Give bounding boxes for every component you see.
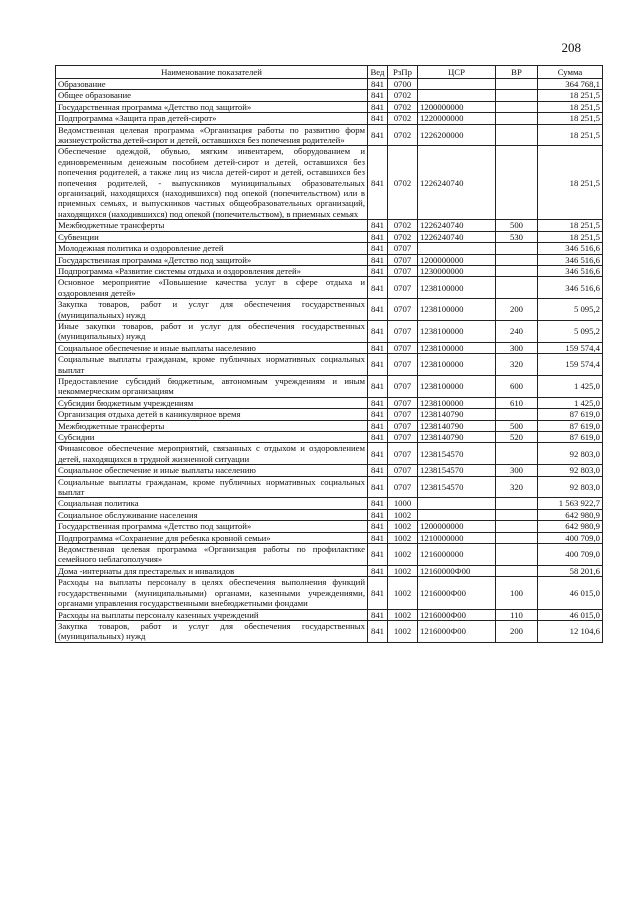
- cell-ved: 841: [368, 476, 388, 498]
- cell-ved: 841: [368, 265, 388, 276]
- table-row: [56, 113, 603, 124]
- cell-name: Субсидии: [56, 432, 368, 443]
- cell-ved: 841: [368, 220, 388, 231]
- cell-csr: [418, 90, 496, 101]
- cell-vr: [496, 521, 538, 532]
- cell-name: Обеспечение одеждой, обувью, мягким инвентарем, оборудованием и единовременным денежным пособием детей-сирот и детей, оставшихся без попечения родителей, а также лиц из числа детей-сирот и детей, оставшихся без попечения родителей, - выпускников муниципальных образовательных организаций, находящихся (находившихся) под опекой (попечительством) или в приемных семьях, и выпускников частных общеобразовательных организаций, находящихся (находившихся) под опекой (попечительством), в приемных семьях: [56, 146, 368, 220]
- cell-rzpr: 0707: [388, 375, 418, 397]
- cell-rzpr: 0702: [388, 231, 418, 242]
- cell-name: Организация отдыха детей в каникулярное время: [56, 409, 368, 420]
- header-ved: Вед: [368, 66, 388, 79]
- cell-ved: 841: [368, 354, 388, 376]
- cell-rzpr: 0702: [388, 90, 418, 101]
- cell-ved: 841: [368, 577, 388, 609]
- cell-ved: 841: [368, 521, 388, 532]
- cell-name: Закупка товаров, работ и услуг для обеспечения государственных (муниципальных) нужд: [56, 299, 368, 321]
- cell-ved: 841: [368, 397, 388, 408]
- cell-csr: 1238100000: [418, 299, 496, 321]
- cell-rzpr: 1002: [388, 620, 418, 642]
- cell-rzpr: 0702: [388, 220, 418, 231]
- cell-ved: 841: [368, 79, 388, 90]
- cell-vr: 320: [496, 354, 538, 376]
- cell-csr: 1238154570: [418, 476, 496, 498]
- table-row: [56, 254, 603, 265]
- cell-rzpr: 0707: [388, 409, 418, 420]
- cell-csr: 1238100000: [418, 320, 496, 342]
- cell-ved: 841: [368, 277, 388, 299]
- table-row: [56, 443, 603, 465]
- cell-ved: 841: [368, 609, 388, 620]
- cell-vr: [496, 277, 538, 299]
- cell-ved: 841: [368, 409, 388, 420]
- cell-sum: 642 980,9: [538, 521, 603, 532]
- cell-rzpr: 1002: [388, 609, 418, 620]
- cell-sum: 5 095,2: [538, 299, 603, 321]
- cell-rzpr: 0707: [388, 243, 418, 254]
- cell-csr: 1226200000: [418, 124, 496, 146]
- cell-rzpr: 0707: [388, 432, 418, 443]
- table-row: [56, 409, 603, 420]
- cell-vr: [496, 509, 538, 520]
- cell-name: Иные закупки товаров, работ и услуг для обеспечения государственных (муниципальных) нужд: [56, 320, 368, 342]
- cell-ved: 841: [368, 565, 388, 576]
- cell-sum: 346 516,6: [538, 254, 603, 265]
- cell-rzpr: 1002: [388, 544, 418, 566]
- table-row: [56, 432, 603, 443]
- table-row: [56, 320, 603, 342]
- cell-rzpr: 0707: [388, 354, 418, 376]
- table-row: [56, 375, 603, 397]
- cell-csr: 1216000Ф00: [418, 620, 496, 642]
- cell-sum: 46 015,0: [538, 577, 603, 609]
- table-row: [56, 565, 603, 576]
- cell-ved: 841: [368, 342, 388, 353]
- cell-name: Подпрограмма «Защита прав детей-сирот»: [56, 113, 368, 124]
- cell-sum: 18 251,5: [538, 90, 603, 101]
- cell-name: Субвенции: [56, 231, 368, 242]
- cell-sum: 159 574,4: [538, 342, 603, 353]
- cell-csr: [418, 243, 496, 254]
- cell-vr: 200: [496, 299, 538, 321]
- cell-rzpr: 1002: [388, 532, 418, 543]
- cell-rzpr: 0707: [388, 476, 418, 498]
- cell-ved: 841: [368, 101, 388, 112]
- cell-rzpr: 1002: [388, 521, 418, 532]
- cell-name: Основное мероприятие «Повышение качества услуг в сфере отдыха и оздоровления детей»: [56, 277, 368, 299]
- cell-vr: [496, 79, 538, 90]
- cell-csr: [418, 509, 496, 520]
- cell-sum: 87 619,0: [538, 420, 603, 431]
- cell-csr: 1238100000: [418, 354, 496, 376]
- cell-sum: 92 803,0: [538, 443, 603, 465]
- cell-rzpr: 0707: [388, 254, 418, 265]
- cell-name: Государственная программа «Детство под защитой»: [56, 101, 368, 112]
- cell-rzpr: 1002: [388, 509, 418, 520]
- cell-ved: 841: [368, 620, 388, 642]
- cell-vr: 100: [496, 577, 538, 609]
- cell-sum: 92 803,0: [538, 476, 603, 498]
- cell-csr: 1238140790: [418, 420, 496, 431]
- cell-rzpr: 0700: [388, 79, 418, 90]
- table-row: [56, 231, 603, 242]
- page-number: 208: [561, 40, 581, 55]
- cell-csr: 12160000Ф00: [418, 565, 496, 576]
- cell-name: Межбюджетные трансферты: [56, 220, 368, 231]
- cell-sum: 87 619,0: [538, 432, 603, 443]
- cell-csr: 1238154570: [418, 465, 496, 476]
- header-csr: ЦСР: [418, 66, 496, 79]
- cell-rzpr: 0702: [388, 113, 418, 124]
- cell-csr: 1238140790: [418, 432, 496, 443]
- cell-csr: 1220000000: [418, 113, 496, 124]
- cell-vr: [496, 113, 538, 124]
- cell-csr: 1238100000: [418, 375, 496, 397]
- cell-sum: 159 574,4: [538, 354, 603, 376]
- cell-csr: 1238154570: [418, 443, 496, 465]
- cell-rzpr: 0707: [388, 420, 418, 431]
- table-row: [56, 577, 603, 609]
- table-row: [56, 532, 603, 543]
- cell-name: Субсидии бюджетным учреждениям: [56, 397, 368, 408]
- table-row: [56, 544, 603, 566]
- cell-rzpr: 0707: [388, 265, 418, 276]
- table-body: [56, 79, 603, 643]
- cell-vr: 500: [496, 420, 538, 431]
- cell-csr: 1226240740: [418, 220, 496, 231]
- header-name: Наименование показателей: [56, 66, 368, 79]
- cell-csr: 1238140790: [418, 409, 496, 420]
- cell-ved: 841: [368, 465, 388, 476]
- cell-name: Социальная политика: [56, 498, 368, 509]
- table-row: [56, 265, 603, 276]
- cell-vr: [496, 532, 538, 543]
- cell-name: Предоставление субсидий бюджетным, автономным учреждениям и иным некоммерческим организациям: [56, 375, 368, 397]
- cell-ved: 841: [368, 243, 388, 254]
- cell-name: Расходы на выплаты персоналу в целях обеспечения выполнения функций государственными (муниципальными) органами, казенными учреждениями, органами управления государственными внебюджетными фондами: [56, 577, 368, 609]
- table-row: [56, 620, 603, 642]
- cell-csr: 1216000000: [418, 544, 496, 566]
- cell-sum: 1 425,0: [538, 375, 603, 397]
- cell-name: Ведомственная целевая программа «Организация работы по профилактике семейного неблагополучия»: [56, 544, 368, 566]
- budget-table: [55, 65, 603, 643]
- table-row: [56, 465, 603, 476]
- cell-sum: 87 619,0: [538, 409, 603, 420]
- cell-vr: 300: [496, 465, 538, 476]
- cell-ved: 841: [368, 254, 388, 265]
- cell-sum: 18 251,5: [538, 231, 603, 242]
- cell-ved: 841: [368, 375, 388, 397]
- cell-sum: 400 709,0: [538, 544, 603, 566]
- cell-rzpr: 0707: [388, 320, 418, 342]
- cell-ved: 841: [368, 231, 388, 242]
- table-row: [56, 476, 603, 498]
- cell-csr: 1216000Ф00: [418, 577, 496, 609]
- table-row: [56, 243, 603, 254]
- cell-csr: 1238100000: [418, 342, 496, 353]
- cell-ved: 841: [368, 498, 388, 509]
- cell-vr: [496, 265, 538, 276]
- cell-csr: 1226240740: [418, 231, 496, 242]
- cell-sum: 18 251,5: [538, 146, 603, 220]
- cell-ved: 841: [368, 299, 388, 321]
- cell-vr: [496, 124, 538, 146]
- cell-name: Межбюджетные трансферты: [56, 420, 368, 431]
- cell-vr: 320: [496, 476, 538, 498]
- cell-sum: 1 425,0: [538, 397, 603, 408]
- cell-sum: 5 095,2: [538, 320, 603, 342]
- table-row: [56, 397, 603, 408]
- cell-csr: [418, 498, 496, 509]
- cell-vr: 300: [496, 342, 538, 353]
- cell-name: Закупка товаров, работ и услуг для обеспечения государственных (муниципальных) нужд: [56, 620, 368, 642]
- cell-sum: 58 201,6: [538, 565, 603, 576]
- cell-csr: [418, 79, 496, 90]
- cell-name: Социальное обслуживание населения: [56, 509, 368, 520]
- cell-name: Образование: [56, 79, 368, 90]
- cell-rzpr: 0707: [388, 299, 418, 321]
- cell-name: Государственная программа «Детство под защитой»: [56, 521, 368, 532]
- cell-ved: 841: [368, 443, 388, 465]
- cell-name: Ведомственная целевая программа «Организация работы по развитию форм жизнеустройства детей-сирот и детей, оставшихся без попечения родителей»: [56, 124, 368, 146]
- header-rzpr: РзПр: [388, 66, 418, 79]
- cell-sum: 18 251,5: [538, 101, 603, 112]
- cell-rzpr: 0707: [388, 277, 418, 299]
- cell-vr: [496, 101, 538, 112]
- cell-ved: 841: [368, 146, 388, 220]
- cell-name: Расходы на выплаты персоналу казенных учреждений: [56, 609, 368, 620]
- cell-rzpr: 1002: [388, 577, 418, 609]
- cell-vr: 110: [496, 609, 538, 620]
- cell-ved: 841: [368, 432, 388, 443]
- cell-vr: [496, 565, 538, 576]
- cell-ved: 841: [368, 420, 388, 431]
- cell-name: Подпрограмма «Развитие системы отдыха и оздоровления детей»: [56, 265, 368, 276]
- cell-name: Молодежная политика и оздоровление детей: [56, 243, 368, 254]
- cell-name: Социальное обеспечение и иные выплаты населению: [56, 465, 368, 476]
- cell-rzpr: 0702: [388, 101, 418, 112]
- table-row: [56, 124, 603, 146]
- cell-csr: 1226240740: [418, 146, 496, 220]
- cell-csr: 1200000000: [418, 254, 496, 265]
- table-row: [56, 521, 603, 532]
- cell-vr: 200: [496, 620, 538, 642]
- table-header-row: [56, 66, 603, 79]
- cell-rzpr: 0707: [388, 342, 418, 353]
- cell-vr: [496, 409, 538, 420]
- cell-sum: 18 251,5: [538, 220, 603, 231]
- cell-name: Финансовое обеспечение мероприятий, связанных с отдыхом и оздоровлением детей, находящихся в трудной жизненной ситуации: [56, 443, 368, 465]
- table-row: [56, 509, 603, 520]
- table-row: [56, 609, 603, 620]
- cell-vr: 530: [496, 231, 538, 242]
- cell-rzpr: 0707: [388, 443, 418, 465]
- cell-sum: 18 251,5: [538, 113, 603, 124]
- cell-vr: [496, 243, 538, 254]
- cell-rzpr: 0702: [388, 146, 418, 220]
- cell-rzpr: 1000: [388, 498, 418, 509]
- cell-sum: 400 709,0: [538, 532, 603, 543]
- cell-vr: 240: [496, 320, 538, 342]
- table-row: [56, 79, 603, 90]
- cell-rzpr: 0707: [388, 397, 418, 408]
- cell-csr: 1230000000: [418, 265, 496, 276]
- cell-vr: [496, 90, 538, 101]
- table-row: [56, 277, 603, 299]
- cell-vr: 600: [496, 375, 538, 397]
- cell-name: Подпрограмма «Сохранение для ребенка кровной семьи»: [56, 532, 368, 543]
- header-sum: Сумма: [538, 66, 603, 79]
- cell-ved: 841: [368, 113, 388, 124]
- cell-name: Государственная программа «Детство под защитой»: [56, 254, 368, 265]
- cell-ved: 841: [368, 509, 388, 520]
- cell-rzpr: 0707: [388, 465, 418, 476]
- cell-vr: [496, 254, 538, 265]
- table-row: [56, 299, 603, 321]
- cell-sum: 46 015,0: [538, 609, 603, 620]
- cell-name: Общее образование: [56, 90, 368, 101]
- cell-ved: 841: [368, 544, 388, 566]
- cell-csr: 1238100000: [418, 277, 496, 299]
- cell-rzpr: 1002: [388, 565, 418, 576]
- cell-sum: 92 803,0: [538, 465, 603, 476]
- cell-sum: 346 516,6: [538, 243, 603, 254]
- cell-vr: 610: [496, 397, 538, 408]
- header-vr: ВР: [496, 66, 538, 79]
- cell-ved: 841: [368, 124, 388, 146]
- cell-vr: 520: [496, 432, 538, 443]
- cell-sum: 346 516,6: [538, 265, 603, 276]
- table-row: [56, 342, 603, 353]
- cell-ved: 841: [368, 90, 388, 101]
- cell-sum: 12 104,6: [538, 620, 603, 642]
- table-row: [56, 354, 603, 376]
- cell-csr: 1210000000: [418, 532, 496, 543]
- cell-sum: 18 251,5: [538, 124, 603, 146]
- cell-csr: 1200000000: [418, 101, 496, 112]
- table-row: [56, 220, 603, 231]
- cell-csr: 1216000Ф00: [418, 609, 496, 620]
- cell-name: Дома -интернаты для престарелых и инвалидов: [56, 565, 368, 576]
- cell-csr: 1200000000: [418, 521, 496, 532]
- table-row: [56, 498, 603, 509]
- cell-sum: 346 516,6: [538, 277, 603, 299]
- cell-name: Социальные выплаты гражданам, кроме публичных нормативных социальных выплат: [56, 354, 368, 376]
- cell-sum: 364 768,1: [538, 79, 603, 90]
- cell-rzpr: 0702: [388, 124, 418, 146]
- cell-vr: [496, 498, 538, 509]
- cell-sum: 642 980,9: [538, 509, 603, 520]
- table-row: [56, 101, 603, 112]
- table-row: [56, 146, 603, 220]
- cell-vr: 500: [496, 220, 538, 231]
- cell-name: Социальное обеспечение и иные выплаты населению: [56, 342, 368, 353]
- cell-name: Социальные выплаты гражданам, кроме публичных нормативных социальных выплат: [56, 476, 368, 498]
- cell-ved: 841: [368, 532, 388, 543]
- table-row: [56, 420, 603, 431]
- cell-vr: [496, 146, 538, 220]
- cell-ved: 841: [368, 320, 388, 342]
- cell-vr: [496, 443, 538, 465]
- cell-sum: 1 563 922,7: [538, 498, 603, 509]
- table-row: [56, 90, 603, 101]
- cell-vr: [496, 544, 538, 566]
- cell-csr: 1238100000: [418, 397, 496, 408]
